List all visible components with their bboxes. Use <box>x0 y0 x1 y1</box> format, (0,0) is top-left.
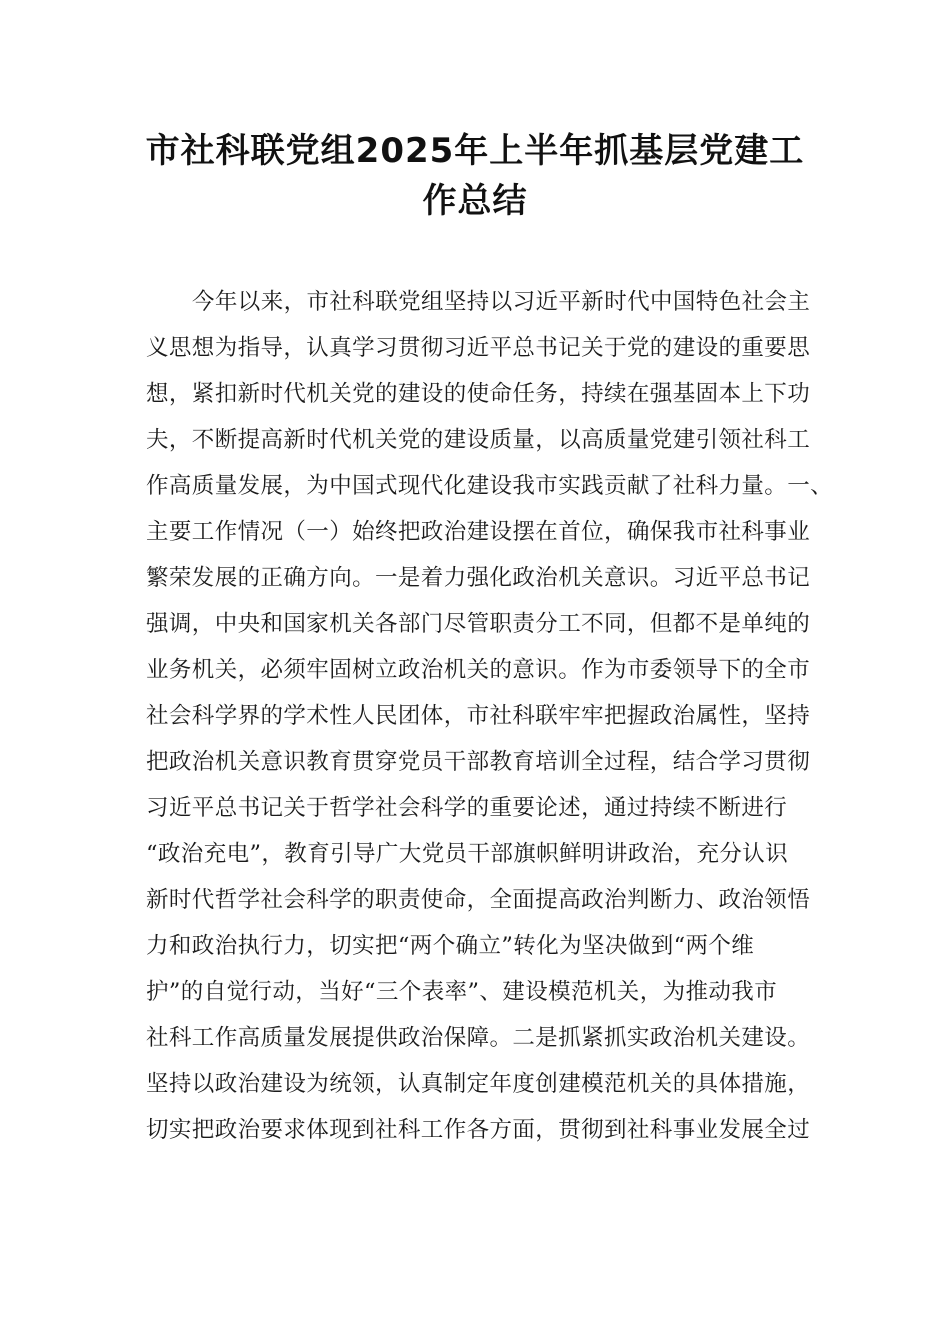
body-line: 主要工作情况（一）始终把政治建设摆在首位，确保我市社科事业 <box>146 519 811 545</box>
title-line: 市社科联党组2025年上半年抓基层党建工 <box>145 131 805 171</box>
body-line: 习近平总书记关于哲学社会科学的重要论述，通过持续不断进行 <box>146 795 788 821</box>
body-line: 把政治机关意识教育贯穿党员干部教育培训全过程，结合学习贯彻 <box>146 749 811 775</box>
body-line: 护”的自觉行动，当好“三个表率”、建设模范机关，为推动我市 <box>146 979 778 1005</box>
body-line: 社科工作高质量发展提供政治保障。二是抓紧抓实政治机关建设。 <box>146 1025 811 1051</box>
body-line: 新时代哲学社会科学的职责使命，全面提高政治判断力、政治领悟 <box>146 887 811 913</box>
body-line: 今年以来，市社科联党组坚持以习近平新时代中国特色社会主 <box>192 289 811 315</box>
document-title <box>140 126 810 226</box>
body-line: 作高质量发展，为中国式现代化建设我市实践贡献了社科力量。一、 <box>146 473 834 499</box>
body-line: 夫，不断提高新时代机关党的建设质量，以高质量党建引领社科工 <box>146 427 811 453</box>
body-line: 想，紧扣新时代机关党的建设的使命任务，持续在强基固本上下功 <box>146 381 811 407</box>
document-body <box>146 279 834 1153</box>
body-line: 义思想为指导，认真学习贯彻习近平总书记关于党的建设的重要思 <box>146 335 811 361</box>
body-line: 业务机关，必须牢固树立政治机关的意识。作为市委领导下的全市 <box>146 657 811 683</box>
body-line: 繁荣发展的正确方向。一是着力强化政治机关意识。习近平总书记 <box>146 565 811 591</box>
body-line: 社会科学界的学术性人民团体，市社科联牢牢把握政治属性，坚持 <box>146 703 811 729</box>
body-line: 力和政治执行力，切实把“两个确立”转化为坚决做到“两个维 <box>146 933 755 959</box>
body-line: 切实把政治要求体现到社科工作各方面，贯彻到社科事业发展全过 <box>146 1117 811 1143</box>
body-line: “政治充电”，教育引导广大党员干部旗帜鲜明讲政治，充分认识 <box>146 841 789 867</box>
body-line: 强调，中央和国家机关各部门尽管职责分工不同，但都不是单纯的 <box>146 611 811 637</box>
title-line: 作总结 <box>422 181 528 221</box>
body-line: 坚持以政治建设为统领，认真制定年度创建模范机关的具体措施， <box>146 1071 811 1097</box>
